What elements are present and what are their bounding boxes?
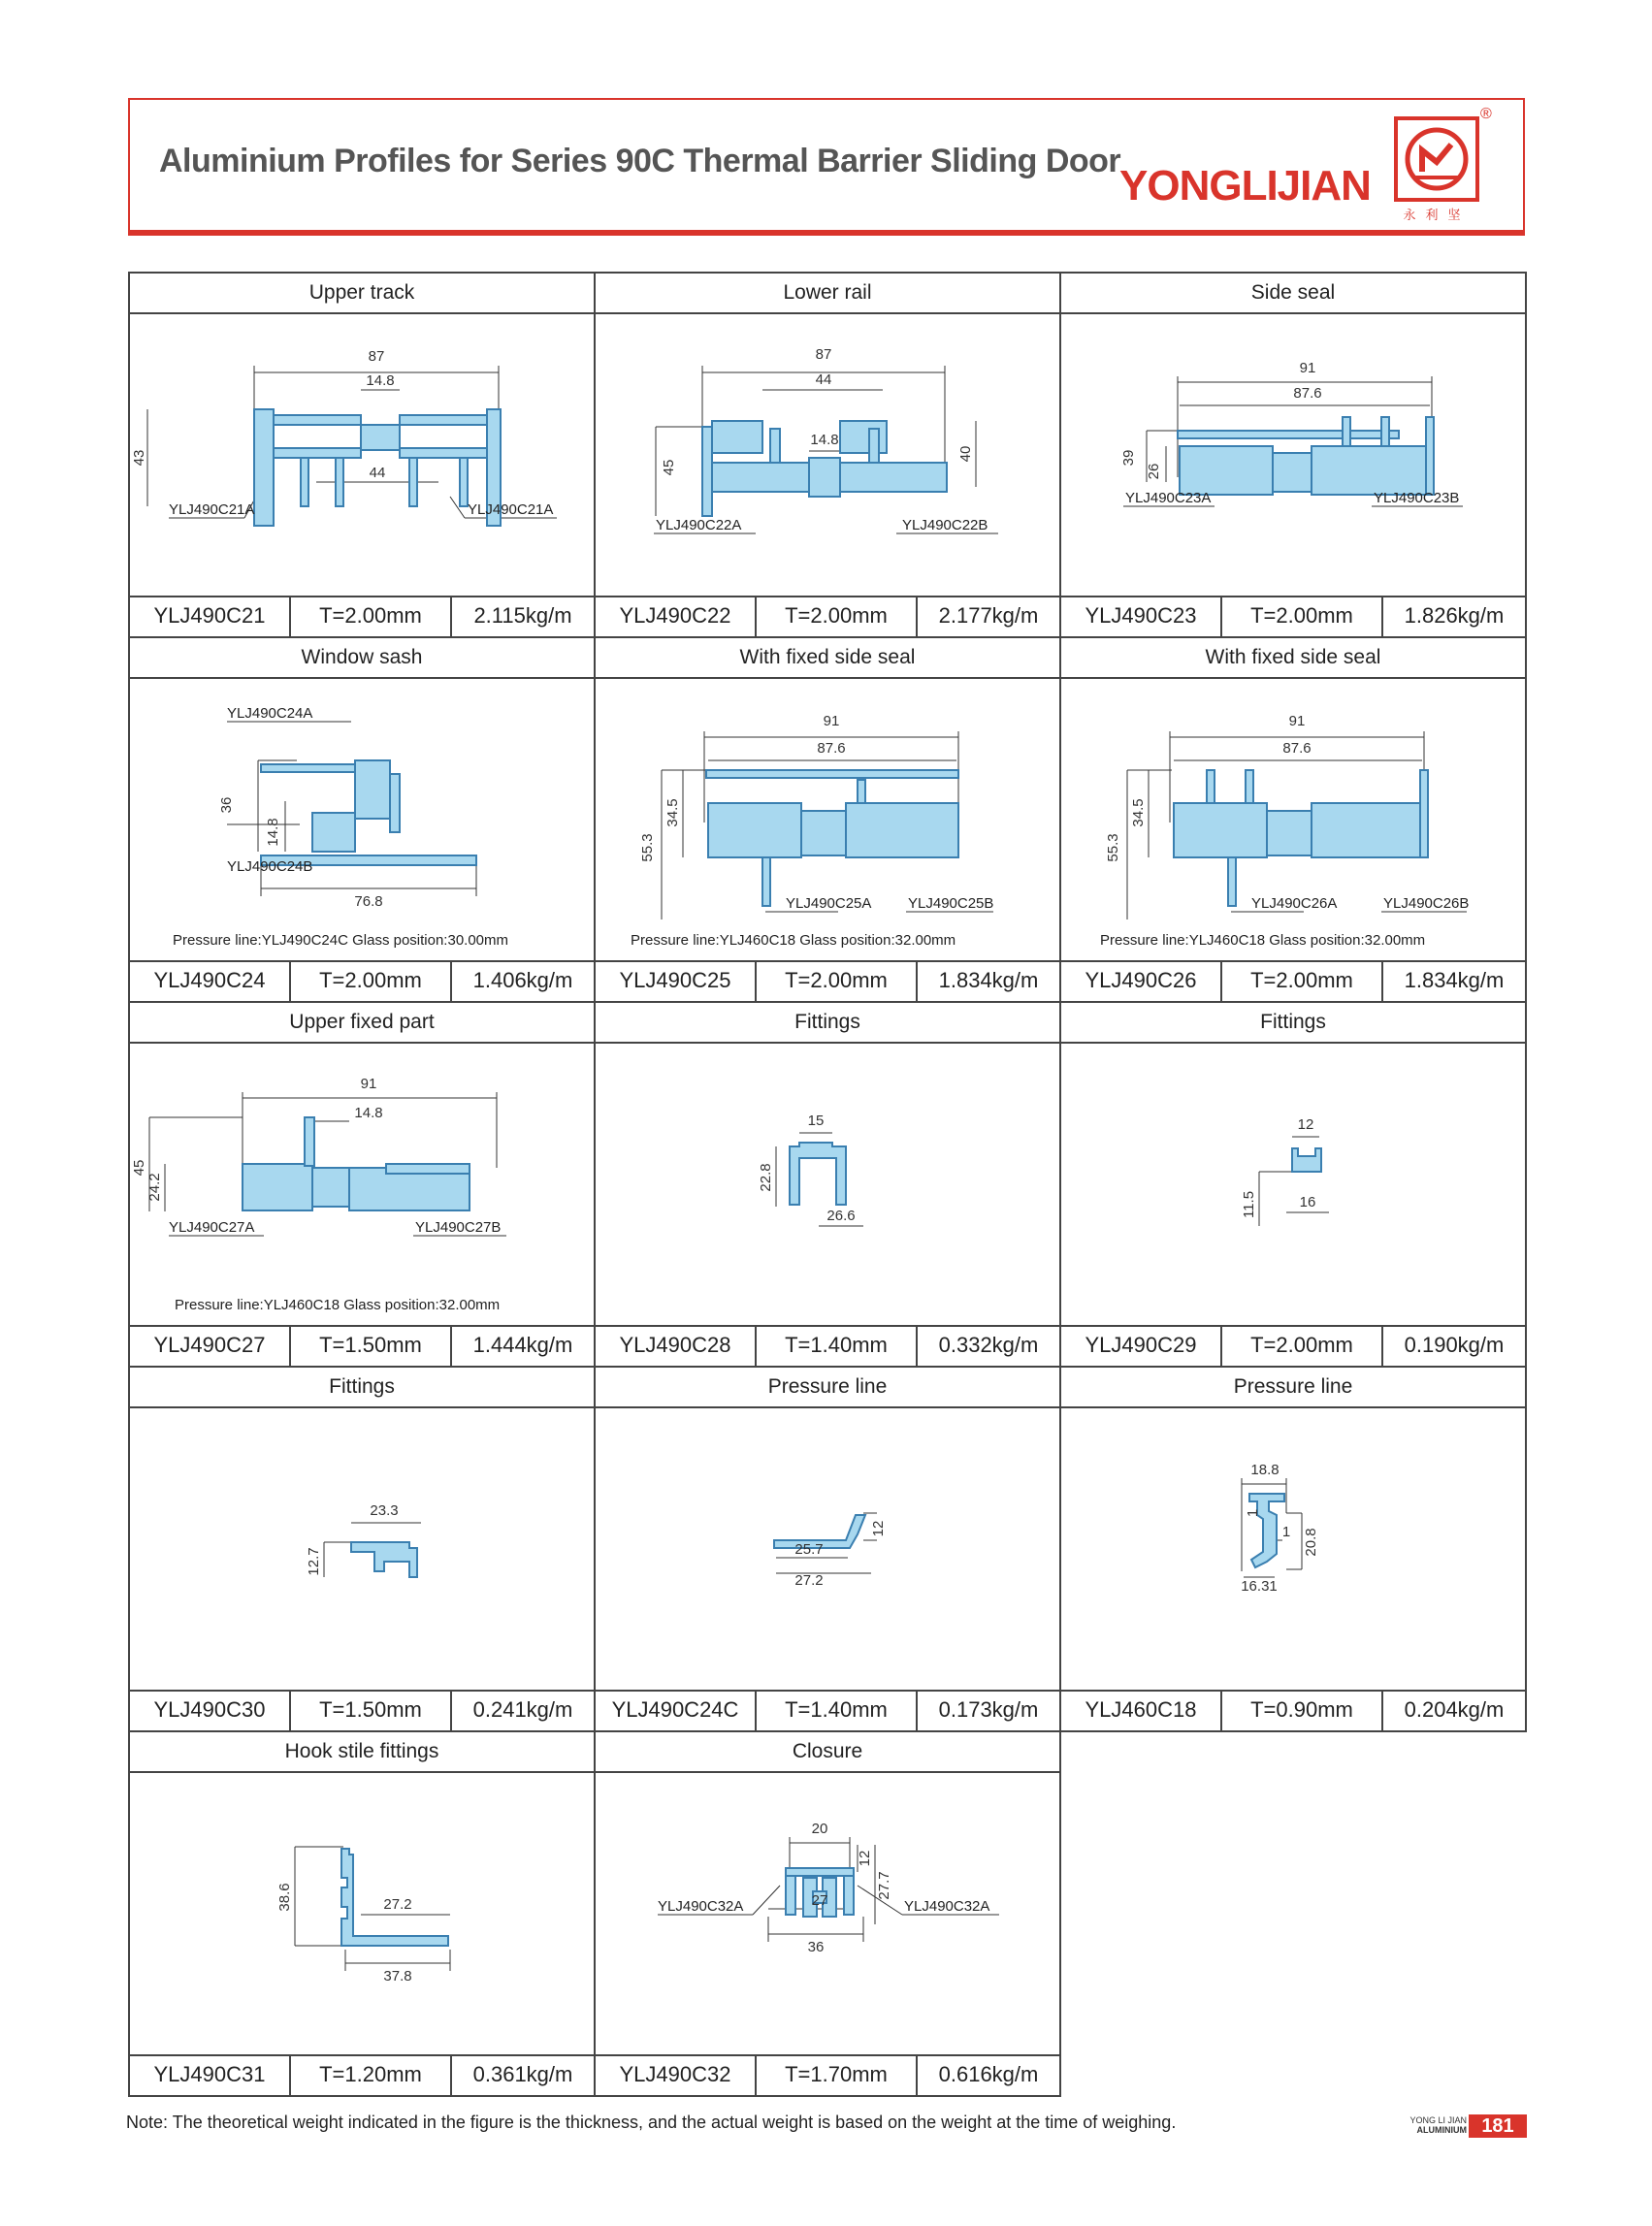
dim-label: 91 xyxy=(823,713,840,729)
profile-cell-ylj490c32 xyxy=(594,1730,1061,2097)
profile-code: YLJ490C32 xyxy=(596,2056,757,2095)
page-number: 181 xyxy=(1469,2114,1527,2138)
profile-cell-ylj490c25 xyxy=(594,636,1061,1003)
profile-code: YLJ490C24C xyxy=(596,1692,757,1730)
footer-brand-line: YONG LI JIAN xyxy=(1409,2115,1467,2125)
dim-label: 26.6 xyxy=(826,1208,856,1224)
dim-label: 34.5 xyxy=(664,798,681,827)
part-label: YLJ490C32A xyxy=(904,1898,990,1915)
part-label: YLJ490C27B xyxy=(415,1219,502,1236)
dim-label: 38.6 xyxy=(276,1883,293,1912)
profile-title: Upper track xyxy=(130,274,594,314)
dim-label: 87.6 xyxy=(1282,740,1312,757)
dim-label: 16 xyxy=(1299,1194,1316,1210)
part-label: YLJ490C22B xyxy=(902,517,988,533)
part-label: YLJ490C21A xyxy=(468,501,554,518)
profile-code: YLJ490C27 xyxy=(130,1327,291,1366)
profile-code: YLJ490C31 xyxy=(130,2056,291,2095)
profile-weight: 0.241kg/m xyxy=(472,1697,573,1722)
profile-code: YLJ460C18 xyxy=(1061,1692,1222,1730)
part-label: YLJ490C22A xyxy=(656,517,742,533)
registered-mark: ® xyxy=(1480,106,1492,122)
dim-label: 1 xyxy=(1281,1524,1291,1540)
dim-label: 14.8 xyxy=(265,818,281,847)
profile-thickness: T=1.40mm xyxy=(757,1327,918,1366)
profile-code: YLJ490C28 xyxy=(596,1327,757,1366)
profile-cell-ylj490c24 xyxy=(128,636,596,1003)
dim-label: 91 xyxy=(1288,713,1306,729)
dim-label: 76.8 xyxy=(354,893,383,910)
dim-label: 14.8 xyxy=(810,432,839,448)
profile-spec-row xyxy=(1061,1325,1525,1366)
dim-label: 27.2 xyxy=(794,1572,824,1589)
dim-label: 40 xyxy=(957,445,974,463)
profile-weight: 0.616kg/m xyxy=(938,2062,1039,2086)
profile-code: YLJ490C26 xyxy=(1061,962,1222,1001)
profile-drawing xyxy=(596,312,1059,597)
profile-spec-row xyxy=(130,1690,594,1730)
footer-brand-line: ALUMINIUM xyxy=(1416,2125,1467,2135)
profile-weight: 2.177kg/m xyxy=(938,603,1039,628)
profile-title: Fittings xyxy=(596,1003,1059,1044)
profile-weight: 1.406kg/m xyxy=(472,968,573,992)
dim-label: 23.3 xyxy=(370,1502,399,1519)
profile-code: YLJ490C22 xyxy=(596,597,757,636)
profile-drawing xyxy=(1061,1406,1525,1692)
profile-code: YLJ490C30 xyxy=(130,1692,291,1730)
dim-label: 87.6 xyxy=(1293,385,1322,402)
dim-label: 24.2 xyxy=(146,1173,163,1202)
dim-label: 12 xyxy=(1297,1116,1314,1133)
profile-thickness: T=1.40mm xyxy=(757,1692,918,1730)
profile-title: Side seal xyxy=(1061,274,1525,314)
dim-label: 45 xyxy=(661,459,677,476)
profile-weight: 0.332kg/m xyxy=(938,1333,1039,1357)
profile-title: Pressure line xyxy=(596,1368,1059,1408)
profile-weight: 0.190kg/m xyxy=(1404,1333,1505,1357)
pressure-glass-note: Pressure line:YLJ460C18 Glass position:32.00mm xyxy=(1100,932,1426,949)
profile-spec-row xyxy=(596,2054,1059,2095)
dim-label: 12 xyxy=(870,1520,887,1537)
profile-title: Upper fixed part xyxy=(130,1003,594,1044)
profile-thickness: T=2.00mm xyxy=(291,597,452,636)
profile-cell-ylj490c28 xyxy=(594,1001,1061,1368)
dim-label: 87 xyxy=(815,346,832,363)
dim-label: 36 xyxy=(807,1939,825,1955)
dim-label: 18.8 xyxy=(1250,1462,1279,1478)
profile-drawing xyxy=(596,1771,1059,2056)
profile-title: Hook stile fittings xyxy=(130,1732,594,1773)
profile-code: YLJ490C29 xyxy=(1061,1327,1222,1366)
profile-cell-ylj460c18 xyxy=(1059,1366,1527,1732)
pressure-glass-note: Pressure line:YLJ460C18 Glass position:32.00mm xyxy=(631,932,956,949)
profile-thickness: T=1.70mm xyxy=(757,2056,918,2095)
dim-label: 12 xyxy=(857,1850,873,1867)
profile-drawing xyxy=(1061,312,1525,597)
profile-title: With fixed side seal xyxy=(596,638,1059,679)
profile-thickness: T=2.00mm xyxy=(1222,1327,1383,1366)
profile-thickness: T=2.00mm xyxy=(757,597,918,636)
dim-label: 26 xyxy=(1146,463,1162,480)
profile-drawing xyxy=(130,312,594,597)
part-label: YLJ490C25A xyxy=(786,895,872,912)
profile-spec-row xyxy=(1061,1690,1525,1730)
profile-spec-row xyxy=(596,960,1059,1001)
dim-label: 15 xyxy=(807,1113,825,1129)
profile-title: Window sash xyxy=(130,638,594,679)
part-label: YLJ490C24A xyxy=(227,705,313,722)
profile-code: YLJ490C25 xyxy=(596,962,757,1001)
dim-label: 27 xyxy=(811,1892,828,1909)
profile-thickness: T=2.00mm xyxy=(757,962,918,1001)
dim-label: 25.7 xyxy=(794,1541,824,1558)
profile-drawing xyxy=(596,1406,1059,1692)
profile-title: With fixed side seal xyxy=(1061,638,1525,679)
dim-label: 34.5 xyxy=(1130,798,1147,827)
dim-label: 16.31 xyxy=(1241,1578,1278,1595)
profile-title: Pressure line xyxy=(1061,1368,1525,1408)
dim-label: 91 xyxy=(360,1076,377,1092)
part-label: YLJ490C21A xyxy=(169,501,255,518)
dim-label: 36 xyxy=(218,796,235,814)
profile-title: Closure xyxy=(596,1732,1059,1773)
profile-title: Fittings xyxy=(1061,1003,1525,1044)
dim-label: 55.3 xyxy=(1105,833,1121,862)
profile-drawing xyxy=(596,677,1059,962)
dim-label: 87 xyxy=(368,348,385,365)
profile-cell-ylj490c30 xyxy=(128,1366,596,1732)
profile-weight: 1.834kg/m xyxy=(1404,968,1505,992)
profile-drawing xyxy=(1061,1042,1525,1327)
profile-drawing xyxy=(130,1042,594,1327)
dim-label: 22.8 xyxy=(758,1163,774,1192)
profile-spec-row xyxy=(1061,596,1525,636)
dim-label: 14.8 xyxy=(366,372,395,389)
profile-code: YLJ490C21 xyxy=(130,597,291,636)
profile-weight: 0.173kg/m xyxy=(938,1697,1039,1722)
yonglijian-logo-icon xyxy=(1393,115,1480,203)
dim-label: 27.7 xyxy=(876,1871,892,1900)
profile-cell-ylj490c23 xyxy=(1059,272,1527,638)
profile-drawing xyxy=(1061,677,1525,962)
dim-label: 45 xyxy=(131,1159,147,1177)
part-label: YLJ490C26A xyxy=(1251,895,1338,912)
profile-spec-row xyxy=(130,2054,594,2095)
dim-label: 44 xyxy=(815,371,832,388)
dim-label: 14.8 xyxy=(354,1105,383,1121)
brand-name-cn: 永利坚 xyxy=(1403,208,1471,222)
profile-weight: 0.361kg/m xyxy=(472,2062,573,2086)
dim-label: 44 xyxy=(369,465,386,481)
part-label: YLJ490C25B xyxy=(908,895,994,912)
profile-thickness: T=1.50mm xyxy=(291,1327,452,1366)
footer-note: Note: The theoretical weight indicated in the figure is the thickness, and the actual weight is based on the weight at the time of weighing. xyxy=(126,2113,1177,2132)
profile-spec-row xyxy=(1061,960,1525,1001)
dim-label: 20 xyxy=(811,1821,828,1837)
profile-cell-ylj490c27 xyxy=(128,1001,596,1368)
profile-cell-ylj490c22 xyxy=(594,272,1061,638)
profile-title: Lower rail xyxy=(596,274,1059,314)
profile-spec-row xyxy=(130,960,594,1001)
profile-cell-ylj490c29 xyxy=(1059,1001,1527,1368)
dim-label: 91 xyxy=(1299,360,1316,376)
profile-thickness: T=2.00mm xyxy=(291,962,452,1001)
profile-spec-row xyxy=(596,1690,1059,1730)
part-label: YLJ490C24B xyxy=(227,858,313,875)
part-label: YLJ490C32A xyxy=(658,1898,744,1915)
part-label: YLJ490C23B xyxy=(1374,490,1460,506)
dim-label: 11.5 xyxy=(1241,1190,1257,1219)
profile-weight: 1.834kg/m xyxy=(938,968,1039,992)
profile-title: Fittings xyxy=(130,1368,594,1408)
dim-label: 20.8 xyxy=(1303,1528,1319,1557)
pressure-glass-note: Pressure line:YLJ460C18 Glass position:32.00mm xyxy=(175,1297,501,1313)
profile-thickness: T=1.50mm xyxy=(291,1692,452,1730)
profile-thickness: T=0.90mm xyxy=(1222,1692,1383,1730)
profile-spec-row xyxy=(130,596,594,636)
profile-thickness: T=2.00mm xyxy=(1222,597,1383,636)
profile-drawing xyxy=(130,1406,594,1692)
profile-weight: 1.826kg/m xyxy=(1404,603,1505,628)
dim-label: 27.2 xyxy=(383,1896,412,1913)
profile-thickness: T=1.20mm xyxy=(291,2056,452,2095)
part-label: YLJ490C23A xyxy=(1125,490,1212,506)
dim-label: 39 xyxy=(1120,449,1137,467)
profile-cell-ylj490c21 xyxy=(128,272,596,638)
footer-brand xyxy=(1395,2115,1467,2135)
profile-cell-ylj490c26 xyxy=(1059,636,1527,1003)
brand-name: YONGLIJIAN xyxy=(1119,162,1371,210)
part-label: YLJ490C27A xyxy=(169,1219,255,1236)
profile-weight: 0.204kg/m xyxy=(1404,1697,1505,1722)
page-header xyxy=(128,98,1525,236)
part-label: YLJ490C26B xyxy=(1383,895,1470,912)
profile-drawing xyxy=(130,677,594,962)
dim-label: 37.8 xyxy=(383,1968,412,1984)
profile-spec-row xyxy=(130,1325,594,1366)
profile-drawing xyxy=(130,1771,594,2056)
dim-label: 12.7 xyxy=(306,1547,322,1576)
profile-drawing xyxy=(596,1042,1059,1327)
dim-label: 43 xyxy=(131,449,147,467)
profile-weight: 1.444kg/m xyxy=(472,1333,573,1357)
profile-spec-row xyxy=(596,596,1059,636)
dim-label: 87.6 xyxy=(817,740,846,757)
profile-cell-ylj490c31 xyxy=(128,1730,596,2097)
profile-spec-row xyxy=(596,1325,1059,1366)
dim-label: 1 xyxy=(1245,1508,1261,1518)
profile-code: YLJ490C24 xyxy=(130,962,291,1001)
profile-thickness: T=2.00mm xyxy=(1222,962,1383,1001)
profile-code: YLJ490C23 xyxy=(1061,597,1222,636)
profile-cell-ylj490c24c xyxy=(594,1366,1061,1732)
pressure-glass-note: Pressure line:YLJ490C24C Glass position:30.00mm xyxy=(173,932,509,949)
page-title: Aluminium Profiles for Series 90C Thermal Barrier Sliding Door xyxy=(159,143,1121,179)
profile-weight: 2.115kg/m xyxy=(473,603,572,628)
dim-label: 55.3 xyxy=(639,833,656,862)
